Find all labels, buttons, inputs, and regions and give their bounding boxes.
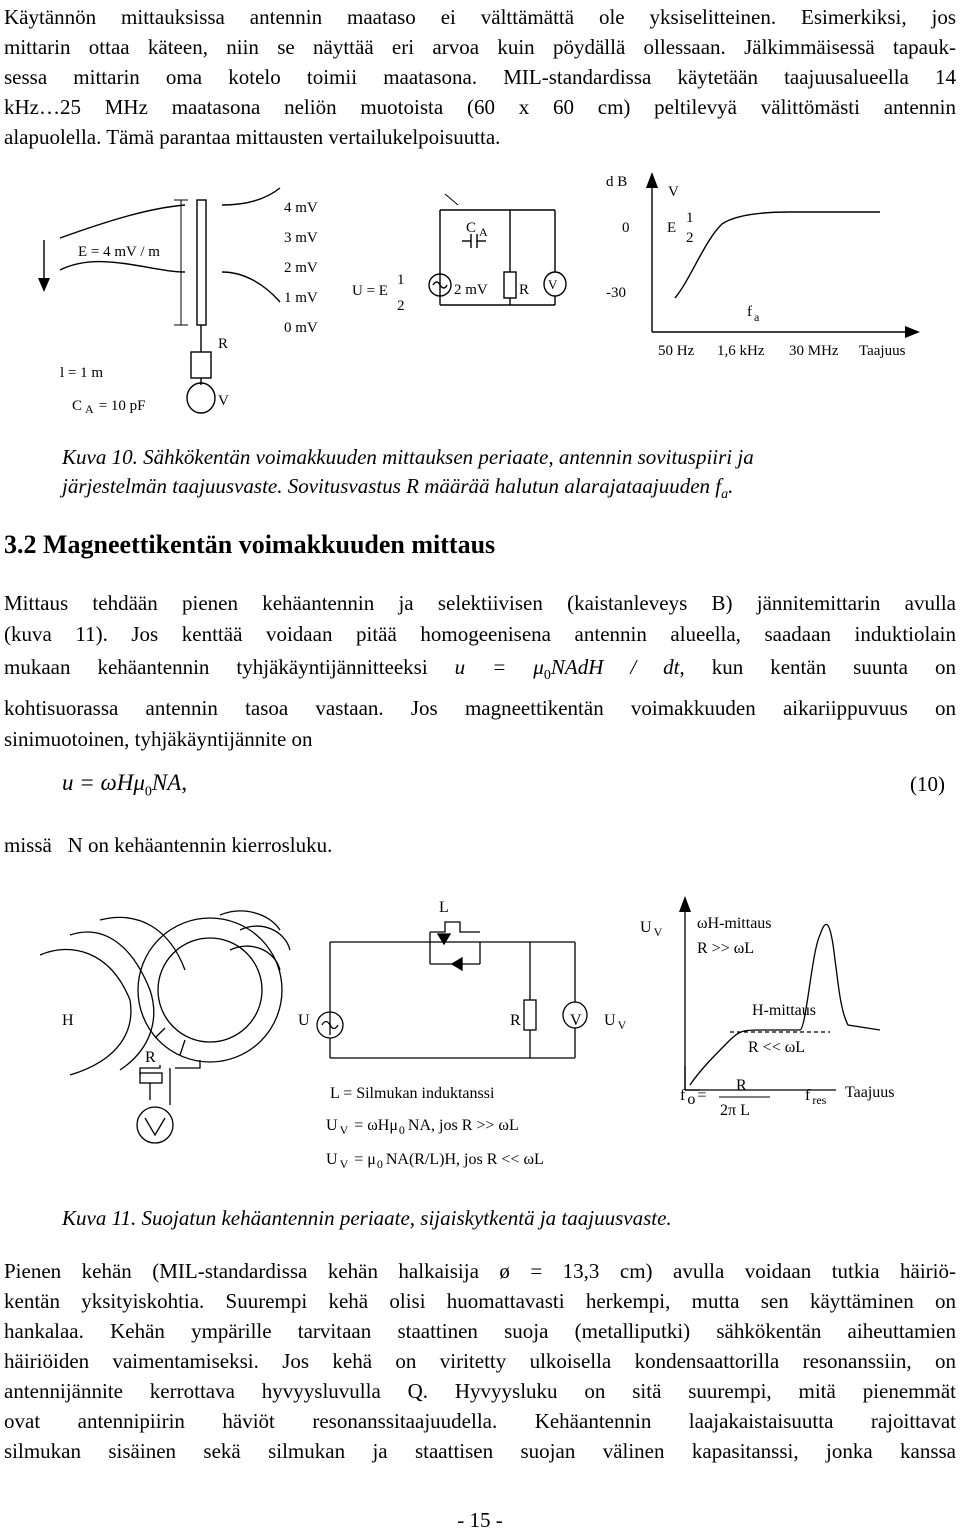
equation-10: u = ωHμ$_0$NA, [62,770,188,800]
graph-bottom-label: H-mittaus [752,1002,816,1019]
fraction-num: 1 [397,272,405,288]
fres-label: f $_{res}$ [805,1087,827,1107]
figure-11-caption: Kuva 11. Suojatun kehäantennin periaate, sijaiskytkentä ja taajuusvaste. [62,1206,672,1230]
graph-uv-label: U $_V$ [640,919,663,939]
text-line: antennijännite kerrottava hyvyysluvulla Q. Hyvyysluku on sitä suurempi, mitä pienemmät [4,1379,956,1403]
definition-l: L = Silmukan induktanssi [330,1085,495,1102]
paragraph-2 [4,588,956,755]
cap-label: C $_A$ [466,220,488,239]
axis-label: Taajuus [859,343,906,359]
level-label: 2 mV [284,260,318,276]
e-label: E [667,220,677,236]
u-equation: U = E [352,283,388,299]
graph-top-label: ωH-mittaus [697,915,772,932]
r-label: R [218,336,229,352]
v-label: V [548,277,558,292]
text-line: Pienen kehän (MIL-standardissa kehän halkaisija ø = 13,3 cm) avulla voidaan tutkia häiriö- [4,1259,956,1283]
source-value: 2 mV [454,282,488,298]
fa-label: f $_a$ [747,304,760,324]
text-line: kohtisuorassa antennin tasoa vastaan. Jos magneettikentän voimakkuuden aikariippuvuus on [4,696,956,721]
section-heading: 3.2 Magneettikentän voimakkuuden mittaus [4,530,496,559]
axis-label: Taajuus [845,1084,895,1101]
l-label: L [439,899,449,916]
u-label: U [298,1012,310,1029]
field-label: E = 4 mV / m [78,244,160,260]
text-line: sinimuotoinen, tyhjäkäyntijännite on [4,727,313,752]
h-label: H [62,1012,74,1029]
graph-bottom-condition: R << ωL [748,1039,806,1056]
text-line: mukaan kehäantennin tyhjäkäyntijännitteeksi $u = \mu_0NAdH$ / dt, kun kentän suunta on [4,655,956,684]
fraction-den: 2 [397,298,405,314]
intro-paragraph [4,2,956,152]
level-label: 3 mV [284,230,318,246]
text-line: häiriöiden vaimentamiseksi. Jos kehä on viritetty ulkoisella kondensaattorilla resonanssiin, on [4,1349,956,1373]
missa-line: missä N on kehäantennin kierrosluku. [4,833,333,857]
text-line: sessa mittarin oma kotelo toimii maatasona. MIL-standardissa käytetään taajuusalueella 14 [4,65,956,89]
v-label: V [668,184,679,200]
r-label: R [145,1049,156,1066]
caption-line: järjestelmän taajuusvaste. Sovitusvastus R määrää halutun alarajataajuuden $f_a$. [62,474,734,503]
v-label: V [570,1012,582,1029]
half-den: 2 [686,230,694,246]
figure-10 [0,160,960,420]
page-number: - 15 - [457,1508,503,1532]
text-line: ovat antennipiirin häviöt resonanssitaajuudella. Kehäantennin laajakaistaisuutta rajoittavat [4,1409,956,1433]
length-label: l = 1 m [60,365,104,381]
uv-label: U $_V$ [604,1012,627,1032]
text-line: kHz…25 MHz maatasona neliön muotoista (60 x 60 cm) peltilevyä välittömästi antennin [4,95,956,119]
figure-11 [0,890,960,1195]
text-line: kentän yksityiskohtia. Suurempi kehä olisi huomattavasti herkempi, mutta sen käyttäminen on [4,1289,956,1313]
text-line: Käytännön mittauksissa antennin maataso ei välttämättä ole yksiselitteinen. Esimerkiksi, jos [4,5,956,29]
definition-uv1: U $_V$ = ωHμ$_0$ NA, jos R >> ωL [326,1117,519,1137]
text-line: (kuva 11). Jos kenttää voidaan pitää homogeenisena antennin alueella, saadaan induktiolain [4,622,956,646]
text-line: alapuolella. Tämä parantaa mittausten vertailukelpoisuutta. [4,125,501,149]
axis-tick: 50 Hz [658,343,695,359]
level-label: 4 mV [284,200,318,216]
db-label: d B [606,174,628,190]
half-num: 1 [686,210,694,226]
minus30-label: -30 [606,285,626,301]
text-line: Mittaus tehdään pienen kehäantennin ja selektiivisen (kaistanleveys B) jännitemittarin avulla [4,591,956,615]
fo-denominator: 2π L [720,1102,750,1119]
final-paragraph [4,1256,956,1466]
graph-top-condition: R >> ωL [697,940,755,957]
v-label: V [218,393,229,409]
figure-10-caption [62,443,754,509]
axis-tick: 1,6 kHz [717,343,765,359]
equation-number: (10) [910,772,945,796]
zero-label: 0 [622,220,630,236]
level-label: 1 mV [284,290,318,306]
axis-tick: 30 MHz [789,343,839,359]
caption-line: Kuva 10. Sähkökentän voimakkuuden mittauksen periaate, antennin sovituspiiri ja [62,445,754,469]
text-line: silmukan sisäinen sekä silmukan ja staattisen suojan välinen kapasitanssi, jonka kanssa [4,1439,956,1463]
text-line: mittarin ottaa käteen, niin se näyttää eri arvoa kuin pöydällä ollessaan. Jälkimmäisessä tapauk- [4,35,956,59]
r-label: R [519,282,530,298]
definition-uv2: U $_V = \mu_0$ NA(R/L)H, jos R << ωL [326,1151,544,1171]
r-label: R [510,1012,521,1029]
fo-numerator: R [736,1077,747,1094]
antenna-capacitance: C $_A$ = 10 pF [72,398,146,416]
text-line: hankalaa. Kehän ympärille tarvitaan staattinen suoja (metalliputki) sähkökentän aiheuttamien [4,1319,956,1343]
fo-label: f o = [680,1087,707,1108]
level-label: 0 mV [284,320,318,336]
